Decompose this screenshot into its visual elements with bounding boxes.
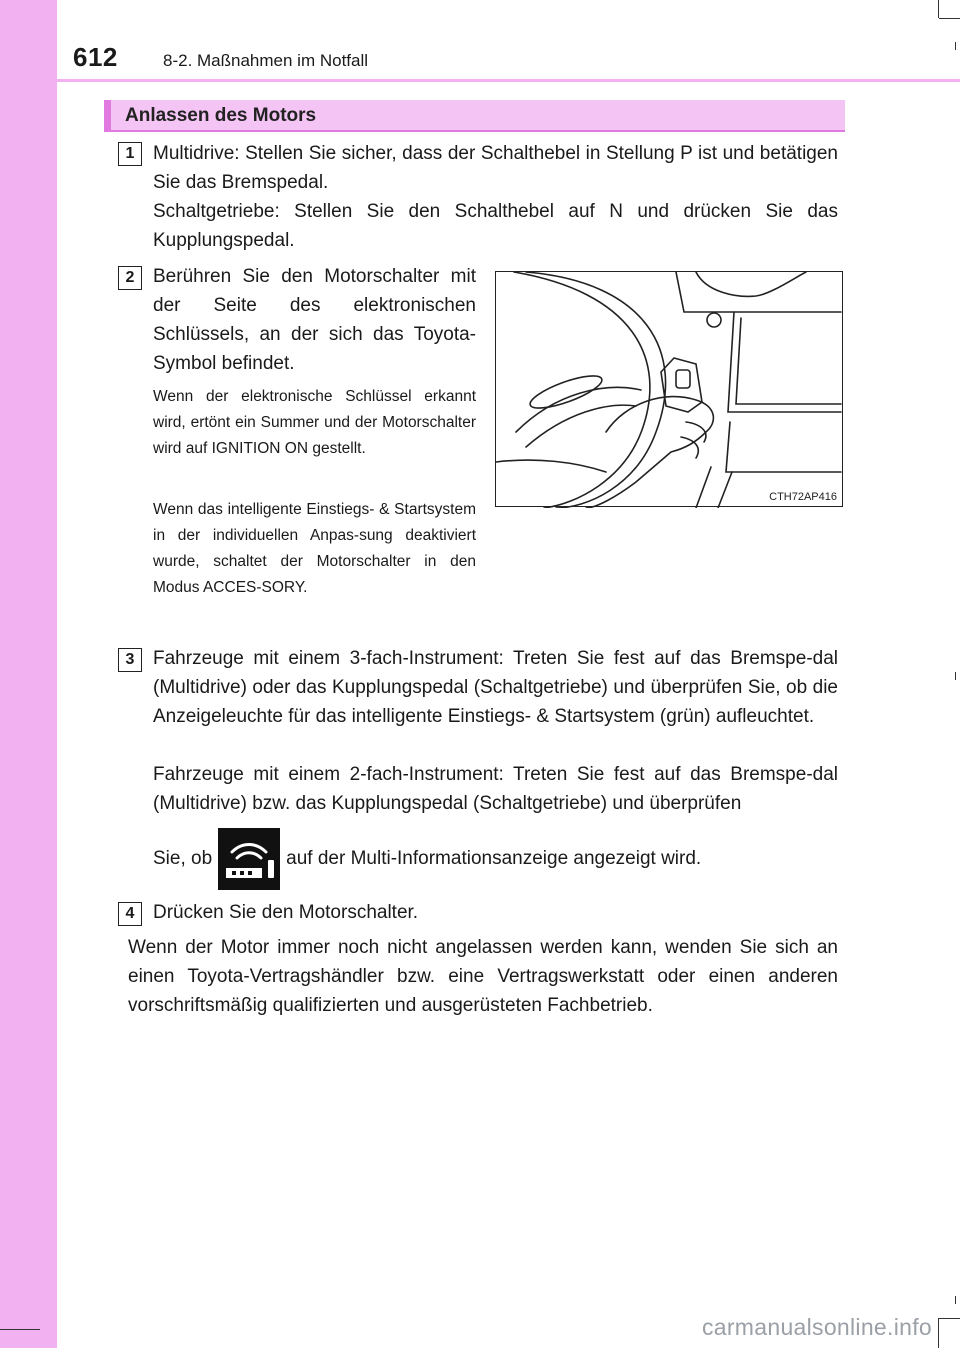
figure-code: CTH72AP416 xyxy=(769,491,837,503)
step-number-3: 3 xyxy=(118,648,142,672)
crop-mark-bottom-right-v xyxy=(938,1318,939,1348)
section-title: Anlassen des Motors xyxy=(125,105,317,126)
crop-mark-top-right-v xyxy=(938,0,939,18)
step-2-text: Berühren Sie den Motorschalter mit der Seite des elektronischen Schlüssels, an der sich das Toyota-Symbol befindet. xyxy=(153,266,476,374)
hand-holding-key-at-engine-switch-icon xyxy=(496,272,844,508)
step-1-text-a: Multidrive: Stellen Sie sicher, dass der Schalthebel in Stellung P ist und betätigen Sie das Bremspedal. xyxy=(153,143,838,193)
figure-engine-switch xyxy=(495,271,843,507)
smart-key-indicator-icon xyxy=(218,828,280,890)
chapter-title: 8-2. Maßnahmen im Notfall xyxy=(163,51,369,70)
header-divider xyxy=(57,79,960,82)
step-4-text: Drücken Sie den Motorschalter. xyxy=(153,902,419,923)
step-3-text-c-after: auf der Multi-Informationsanzeige angezeigt wird. xyxy=(286,848,702,870)
step-2-note-1: Wenn der elektronische Schlüssel erkannt wird, ertönt ein Summer und der Motorschalter wird auf IGNITION ON gestellt. xyxy=(153,388,476,457)
side-color-band xyxy=(0,0,57,1348)
page-number: 612 xyxy=(73,42,118,72)
crop-mark-bottom-right-h xyxy=(939,1318,960,1319)
step-2-note-2: Wenn das intelligente Einstiegs- & Startsystem in der individuellen Anpas-sung deaktiviert wurde, schaltet der Motorschalter in den Modus ACCES-SORY. xyxy=(153,501,476,596)
watermark: carmanualsonline.info xyxy=(701,1314,932,1340)
step-number-2: 2 xyxy=(118,266,142,290)
step-number-4: 4 xyxy=(118,902,142,926)
crop-mark-top-right-h xyxy=(939,18,960,19)
step-3-text-b: Fahrzeuge mit einem 2-fach-Instrument: Treten Sie fest auf das Bremspe-dal (Multidrive) bzw. das Kupplungspedal (Schaltgetriebe) und überprüfen xyxy=(153,764,838,814)
section-heading-bar xyxy=(104,100,111,130)
step-3-text-c-before: Sie, ob xyxy=(153,848,213,870)
closing-paragraph: Wenn der Motor immer noch nicht angelassen werden kann, wenden Sie sich an einen Toyota-Vertragshändler bzw. eine Vertragswerkstatt oder einen anderen vorschriftsmäßig qualifizierten und ausgerüsteten Fachbetrieb. xyxy=(128,937,838,1016)
crop-tick-right-2 xyxy=(955,672,956,680)
section-heading xyxy=(104,100,845,132)
step-number-1: 1 xyxy=(118,142,142,166)
step-1-text-b: Schaltgetriebe: Stellen Sie den Schalthebel auf N und drücken Sie das Kupplungspedal. xyxy=(153,201,838,251)
crop-tick-right-3 xyxy=(955,1296,956,1304)
crop-mark-bottom-left-h xyxy=(0,1329,40,1330)
crop-tick-right-1 xyxy=(955,42,956,50)
step-3-text-a: Fahrzeuge mit einem 3-fach-Instrument: Treten Sie fest auf das Bremspe-dal (Multidrive) oder das Kupplungspedal (Schaltgetriebe) und überprüfen Sie, ob die Anzeigeleuchte für das intelligente Einstiegs- & Startsystem (grün) aufleuchtet. xyxy=(153,648,838,727)
step-3-text-c xyxy=(153,828,838,890)
